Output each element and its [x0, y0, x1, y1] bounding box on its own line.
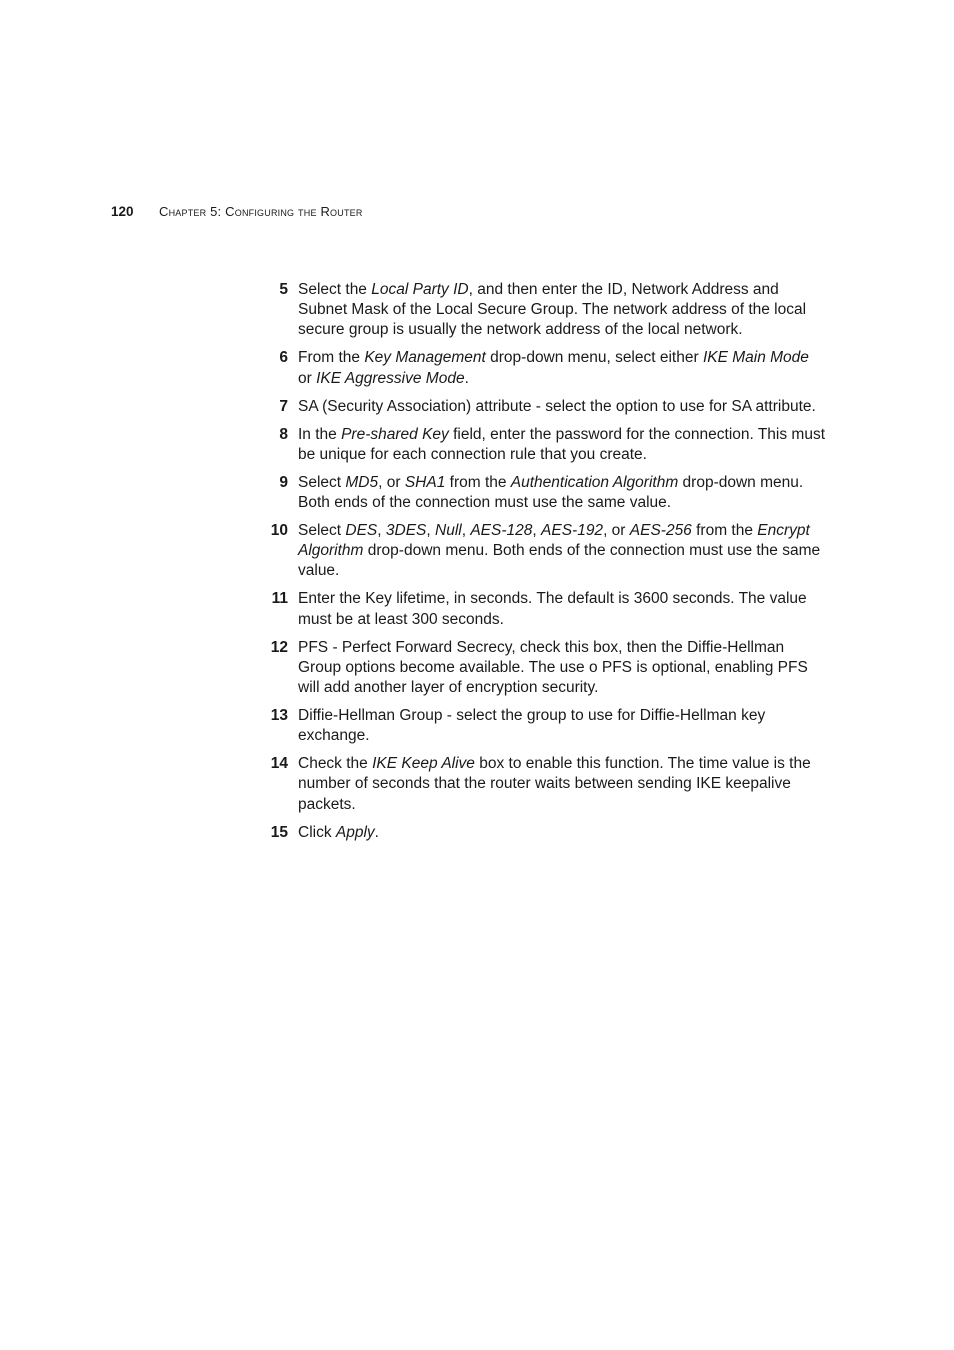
step-text-run: .: [374, 823, 379, 841]
procedure-steps: [258, 280, 826, 851]
step-text-run: field, enter the password for the connection. This must be unique for each connection rule that you create.: [298, 425, 826, 463]
step-text: [298, 823, 826, 843]
step-text-run: Select: [298, 473, 346, 491]
step-text: [298, 521, 826, 582]
step-text-run: or: [298, 369, 317, 387]
step-text-run: ,: [532, 522, 542, 540]
step-term: MD5: [345, 473, 379, 491]
step-item: [258, 473, 826, 513]
step-item: [258, 638, 826, 699]
step-term: IKE Keep Alive: [372, 755, 475, 773]
step-number: 8: [279, 425, 288, 443]
step-text: [298, 280, 826, 341]
step-text: [298, 638, 826, 699]
step-text-run: , and then enter the ID, Network Address and Subnet Mask of the Local Secure Group. The network address of the local secure group is usually the network address of the local network.: [298, 281, 807, 339]
page-number: 120: [111, 204, 134, 219]
step-number: 14: [270, 755, 288, 773]
step-number: 6: [279, 349, 288, 367]
step-text-run: box to enable this function. The time value is the number of seconds that the router waits between sending IKE keepalive packets.: [298, 755, 811, 813]
step-text-run: from the: [691, 522, 758, 540]
step-number: 5: [279, 281, 288, 298]
step-text-run: drop-down menu. Both ends of the connection must use the same value.: [298, 473, 804, 512]
step-text-run: PFS - Perfect Forward Secrecy, check this box, then the Diffie-Hellman Group options become available. The use o PFS is optional, enabling PFS will add another layer of encryption security.: [298, 638, 808, 697]
step-item: [258, 521, 826, 582]
step-item: [258, 425, 826, 465]
step-term: Null: [435, 522, 462, 540]
step-text-run: ,: [461, 522, 471, 540]
step-term: Apply: [335, 823, 375, 841]
step-text-run: , or: [378, 473, 405, 491]
step-text: [298, 425, 826, 465]
step-item: [258, 754, 826, 815]
step-term: IKE Main Mode: [702, 349, 809, 367]
step-text-run: In the: [298, 425, 342, 443]
step-number: 13: [270, 707, 288, 725]
step-text-run: SA (Security Association) attribute - select the option to use for SA attribute.: [298, 397, 816, 415]
step-text-run: ,: [426, 522, 436, 540]
step-number: 12: [270, 638, 288, 656]
step-term: IKE Aggressive Mode: [316, 369, 465, 387]
step-text: [298, 348, 826, 388]
step-term: DES: [345, 522, 378, 540]
step-text-run: Check the: [298, 755, 373, 773]
step-item: [258, 397, 826, 417]
step-number: 10: [270, 522, 288, 540]
step-text: [298, 473, 826, 513]
step-term: AES-128: [470, 522, 533, 540]
step-text: [298, 706, 826, 746]
step-text: [298, 754, 826, 815]
step-term: Authentication Algorithm: [510, 473, 679, 491]
step-item: [258, 348, 826, 388]
step-item: [258, 823, 826, 843]
step-term: AES-192: [541, 522, 604, 540]
step-term: Local Party ID: [371, 281, 469, 298]
step-text-run: Click: [298, 823, 336, 841]
step-item: [258, 280, 826, 341]
step-text-run: Select the: [298, 281, 372, 298]
step-item: [258, 706, 826, 746]
step-item: [258, 589, 826, 629]
step-term: SHA1: [404, 473, 446, 491]
step-text-run: Select: [298, 522, 346, 540]
step-text: [298, 589, 826, 629]
step-number: 15: [270, 823, 288, 841]
step-text-run: ,: [377, 522, 386, 540]
step-term: 3DES: [385, 522, 427, 540]
step-text-run: Diffie-Hellman Group - select the group to use for Diffie-Hellman key exchange.: [298, 707, 766, 745]
step-number: 7: [279, 397, 288, 415]
step-term: Pre-shared Key: [341, 425, 449, 443]
step-number: 9: [279, 473, 288, 491]
step-text-run: , or: [603, 522, 630, 540]
chapter-title: Chapter 5: Configuring the Router: [159, 204, 363, 219]
step-term: Encrypt Algorithm: [298, 522, 810, 560]
step-text-run: drop-down menu, select either: [485, 349, 703, 367]
step-text-run: drop-down menu. Both ends of the connection must use the same value.: [298, 542, 821, 580]
step-text-run: .: [464, 369, 469, 387]
step-number: 11: [271, 590, 288, 608]
step-text-run: Enter the Key lifetime, in seconds. The default is 3600 seconds. The value must be at least 300 seconds.: [298, 590, 807, 628]
step-text-run: from the: [445, 473, 511, 491]
step-text: [298, 397, 826, 417]
step-term: AES-256: [629, 522, 692, 540]
step-term: Key Management: [364, 349, 486, 367]
page-header: [111, 204, 363, 219]
step-text-run: From the: [298, 349, 365, 367]
